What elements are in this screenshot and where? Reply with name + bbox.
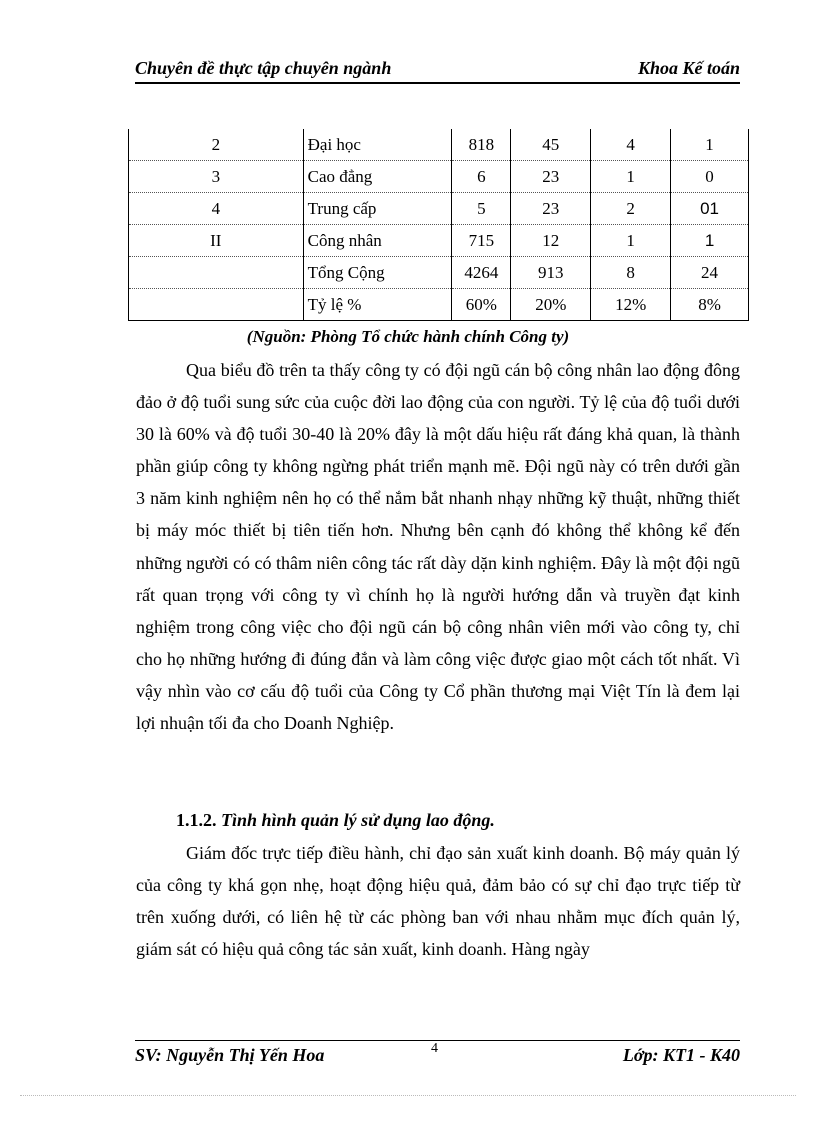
table-row <box>129 161 749 193</box>
table-cell <box>129 289 304 321</box>
table-row <box>129 129 749 161</box>
table-cell: 1 <box>591 161 671 193</box>
table-cell: 818 <box>452 129 511 161</box>
table-cell: Tổng Cộng <box>303 257 452 289</box>
footer-class: Lớp: KT1 - K40 <box>622 1045 740 1065</box>
table-cell: 3 <box>129 161 304 193</box>
table-cell: Cao đẳng <box>303 161 452 193</box>
footer-student: SV: Nguyễn Thị Yến Hoa <box>135 1045 325 1065</box>
table-cell: 12% <box>591 289 671 321</box>
table-cell: 23 <box>511 193 591 225</box>
table-cell: 6 <box>452 161 511 193</box>
page-number: 4 <box>431 1041 438 1056</box>
body-paragraph: Giám đốc trực tiếp điều hành, chỉ đạo sản xuất kinh doanh. Bộ máy quản lý của công ty khá gọn nhẹ, hoạt động hiệu quả, đảm bảo có sự chỉ đạo trực tiếp từ trên xuống dưới, có liên hệ từ các phòng ban với nhau nhằm mục đích quản lý, giám sát có hiệu quả công tác sản xuất, kinh doanh. Hàng ngày <box>136 843 740 960</box>
table-cell <box>129 257 304 289</box>
header-department: Khoa Kế toán <box>637 58 740 78</box>
section-heading <box>176 810 495 831</box>
table-cell: 23 <box>511 161 591 193</box>
table-cell: 45 <box>511 129 591 161</box>
table-cell: Tỷ lệ % <box>303 289 452 321</box>
table-cell: 2 <box>591 193 671 225</box>
table-cell: 1 <box>671 225 749 257</box>
table-cell: 1 <box>671 129 749 161</box>
table-cell: 715 <box>452 225 511 257</box>
table-cell: 1 <box>591 225 671 257</box>
table-cell: 01 <box>671 193 749 225</box>
table-cell: 12 <box>511 225 591 257</box>
table-cell: Đại học <box>303 129 452 161</box>
table-row <box>129 193 749 225</box>
table-cell: 2 <box>129 129 304 161</box>
staff-table <box>128 129 749 321</box>
table-cell: 24 <box>671 257 749 289</box>
table-cell: 20% <box>511 289 591 321</box>
page-header <box>135 58 740 84</box>
table-cell: II <box>129 225 304 257</box>
table-cell: 4 <box>129 193 304 225</box>
table-cell: 4 <box>591 129 671 161</box>
table-cell: Công nhân <box>303 225 452 257</box>
page-edge-divider <box>20 1095 796 1096</box>
table-cell: 4264 <box>452 257 511 289</box>
table-row <box>129 257 749 289</box>
table-cell: 5 <box>452 193 511 225</box>
table-cell: 60% <box>452 289 511 321</box>
header-title: Chuyên đề thực tập chuyên ngành <box>135 58 392 78</box>
table-row <box>129 225 749 257</box>
table-cell: 0 <box>671 161 749 193</box>
table-row <box>129 289 749 321</box>
table-cell: Trung cấp <box>303 193 452 225</box>
table-cell: 913 <box>511 257 591 289</box>
page-footer <box>135 1040 740 1071</box>
body-paragraph: Qua biểu đồ trên ta thấy công ty có đội ngũ cán bộ công nhân lao động đông đảo ở độ tuổi sung sức của cuộc đời lao động của con người. Tỷ lệ của độ tuổi dưới 30 là 60% và độ tuổi 30-40 là 20% đây là một dấu hiệu rất đáng khả quan, là thành phần giúp công ty không ngừng phát triển mạnh mẽ. Đội ngũ này có trên dưới gần 3 năm kinh nghiệm nên họ có thể nắm bắt nhanh nhạy những kỹ thuật, những thiết bị máy móc thiết bị tiên tiến hơn. Nhưng bên cạnh đó không thể không kể đến những người có có thâm niên công tác rất dày dặn kinh nghiệm. Đây là một đội ngũ rất quan trọng với công ty vì chính họ là người hướng dẫn và truyền đạt kinh nghiệm trong công việc cho đội ngũ cán bộ công nhân viên mới vào công ty, chỉ cho họ những hướng đi đúng đắn và làm công việc được giao một cách tốt nhất. Vì vậy nhìn vào cơ cấu độ tuổi của Công ty Cổ phần thương mại Việt Tín là đem lại lợi nhuận tối đa cho Doanh Nghiệp. <box>136 360 740 734</box>
table-source: (Nguồn: Phòng Tổ chức hành chính Công ty) <box>246 327 570 346</box>
section-number: 1.1.2. <box>176 810 217 830</box>
section-title: Tình hình quản lý sử dụng lao động. <box>221 810 495 830</box>
table-cell: 8 <box>591 257 671 289</box>
table-cell: 8% <box>671 289 749 321</box>
